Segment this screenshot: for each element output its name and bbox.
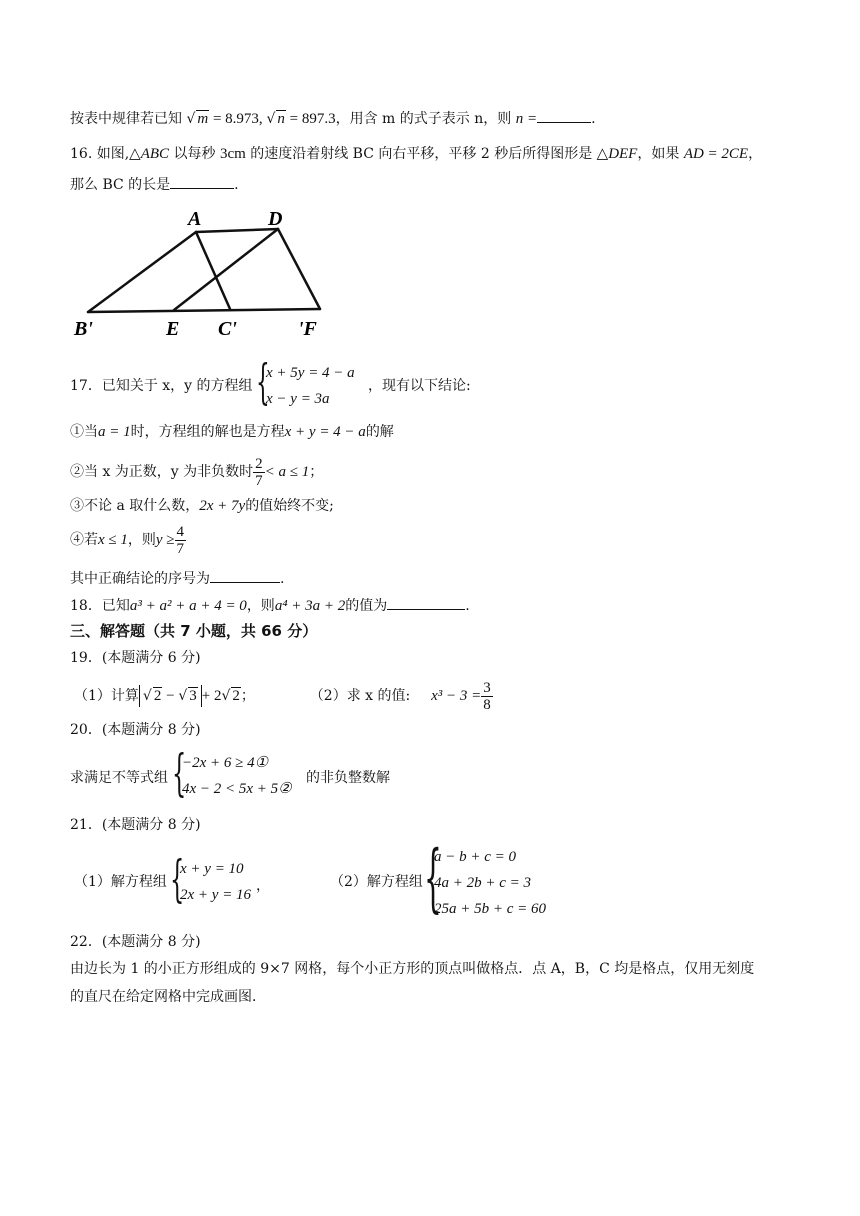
q18-suffix: 的值为 <box>345 598 388 614</box>
q16-text-b: 以每秒 <box>169 146 220 162</box>
q16-triangle-def: △DEF <box>596 146 638 162</box>
label-b: B' <box>74 318 93 340</box>
q17-conclusion-2 <box>70 452 323 492</box>
q17-conclusion-1 <box>70 422 394 442</box>
c3-text-a: ③不论 a 取什么数， <box>70 498 200 514</box>
q21-brace-2: { <box>424 835 442 921</box>
q17-system <box>256 354 376 412</box>
q19-semi: ； <box>240 688 255 704</box>
q18-expr-1: a³ + a² + a + 4 = 0 <box>129 598 247 614</box>
q16-condition: AD = 2CE <box>683 146 749 162</box>
q17-conclusion-4 <box>70 520 186 560</box>
q21-s1-equation-2: 2x + y = 16 <box>180 887 252 903</box>
q19-fraction: $\frac{3}{8}$ <box>483 679 491 713</box>
q17-suffix-text: ，现有以下结论: <box>368 378 471 394</box>
label-f: 'F <box>298 318 317 340</box>
label-c: C' <box>218 318 237 340</box>
q16-line1 <box>70 144 762 164</box>
q18-mid: ，则 <box>246 598 275 614</box>
q22-line2: 的直尺在给定网格中完成画图． <box>70 989 266 1005</box>
q15-sqrt-n: √ n <box>266 111 285 127</box>
c3-text-b: 的值始终不变; <box>245 498 334 514</box>
q18-answer-blank[interactable] <box>387 593 465 610</box>
q20-title: 20．(本题满分 8 分) <box>70 722 201 738</box>
q15-sqrt-m: √ m <box>186 111 209 127</box>
segment-ba <box>88 232 196 312</box>
translation-figure <box>70 205 340 345</box>
q21-system-2 <box>424 835 574 924</box>
q21-part-2-label: （2）解方程组 <box>330 874 423 890</box>
q15-end: . <box>591 111 596 127</box>
q15-line <box>70 106 596 129</box>
c4-fraction: $\frac{4}{7}$ <box>176 523 185 557</box>
segment-ad <box>196 229 278 232</box>
q17-end: . <box>280 571 285 587</box>
q21-part-1-label: （1）解方程组 <box>74 874 167 890</box>
q21-brace-1: { <box>170 850 185 908</box>
q15-m-value: = 8.973, <box>209 111 267 127</box>
q17-suffix <box>368 376 471 396</box>
c2-text-a: ②当 x 为正数，y 为非负数时 <box>70 464 254 480</box>
q19-absolute-value: √ 2 − √ 3 <box>139 685 202 707</box>
q17-brace: { <box>256 354 270 410</box>
q16-text-d: ，如果 <box>637 146 684 162</box>
q16-speed: 3cm <box>219 146 246 162</box>
q19-plus: + 2 <box>201 688 222 704</box>
c2-math: < a ≤ 1 <box>264 464 310 480</box>
q16-line2 <box>70 172 239 195</box>
q22-line1: 由边长为 1 的小正方形组成的 9×7 网格，每个小正方形的顶点叫做格点．点 A，B，C 均是格点，仅用无刻度 <box>70 961 755 977</box>
section-3-title: 三、解答题（共 7 小题，共 66 分） <box>70 622 318 640</box>
q17-equation-1: x + 5y = 4 − a <box>266 365 355 381</box>
q21-s1-equation-1: x + y = 10 <box>180 861 244 877</box>
q18-line <box>70 593 470 616</box>
segment-bf <box>88 309 320 312</box>
q20-inequality-1: −2x + 6 ≥ 4① <box>182 755 269 771</box>
c1-text-c: 的解 <box>365 424 394 440</box>
q19-parts: （1）计算 √ 2 − √ 3 + 2√ 2； （2）求 x 的值: x³ − 3 = $\frac{3}{8}$ <box>74 679 491 713</box>
q20-system <box>172 744 312 804</box>
c2-fraction: $\frac{2}{7}$ <box>255 455 263 489</box>
c1-math-b: x + y = 4 − a <box>284 424 366 440</box>
q16-answer-blank[interactable] <box>170 172 234 189</box>
q17-answer <box>70 566 284 589</box>
q19-part-1-label: （1）计算 <box>74 688 139 704</box>
label-e: E <box>166 318 180 340</box>
q17-answer-text: 其中正确结论的序号为 <box>70 571 210 587</box>
q17-conclusion-3 <box>70 496 334 516</box>
q15-n-value: = 897.3 <box>285 111 336 127</box>
c4-text-a: ④若 <box>70 532 98 548</box>
q21-s2-equation-1: a − b + c = 0 <box>434 849 517 865</box>
c4-math-b: y ≥ <box>155 532 175 548</box>
q21-s2-equation-3: 25a + 5b + c = 60 <box>434 901 547 917</box>
q17-equation-2: x − y = 3a <box>266 391 330 407</box>
q16-text-a: 16. 如图, <box>70 146 130 162</box>
segment-df <box>278 229 320 309</box>
q15-prefix: 按表中规律若已知 <box>70 111 182 127</box>
q15-answer-blank[interactable] <box>537 106 591 123</box>
c1-text-b: 时，方程组的解也是方程 <box>130 424 285 440</box>
c1-text-a: ①当 <box>70 424 98 440</box>
q16-text-c: 的速度沿着射线 BC 向右平移，平移 2 秒后所得图形是 <box>245 146 597 162</box>
label-a: A <box>188 208 202 230</box>
q16-triangle-abc: △ABC <box>129 146 170 162</box>
q22-title: 22．(本题满分 8 分) <box>70 934 201 950</box>
q16-end: . <box>234 177 239 193</box>
q21-comma: ， <box>256 878 270 894</box>
q17-line <box>70 376 253 396</box>
q20-brace: { <box>172 744 187 802</box>
c1-math-a: a = 1 <box>98 424 131 440</box>
label-d: D <box>268 208 283 230</box>
q16-question: 那么 BC 的长是 <box>70 177 171 193</box>
q19-sqrt-2: 2 <box>232 688 240 704</box>
q18-end: . <box>465 598 470 614</box>
q19-part-2-label: （2）求 x 的值: <box>309 688 411 704</box>
c4-math-a: x ≤ 1 <box>98 532 128 548</box>
q20-suffix: 的非负整数解 <box>306 770 390 786</box>
q18-expr-2: a⁴ + 3a + 2 <box>274 598 346 614</box>
q19-equation: x³ − 3 = <box>431 688 482 704</box>
q15-lhs: n = <box>515 111 538 127</box>
q20-inequality-2: 4x − 2 < 5x + 5② <box>182 781 292 797</box>
q21-s2-equation-2: 4a + 2b + c = 3 <box>434 875 532 891</box>
c2-text-c: ； <box>309 464 324 480</box>
q20-prefix: 求满足不等式组 <box>70 770 168 786</box>
q21-title: 21．(本题满分 8 分) <box>70 817 201 833</box>
c4-text-b: ，则 <box>127 532 156 548</box>
q17-answer-blank[interactable] <box>210 566 280 583</box>
q17-prefix: 17．已知关于 x，y 的方程组 <box>70 378 253 394</box>
q19-title: 19．(本题满分 6 分) <box>70 650 201 666</box>
q15-mid: ，用含 m 的式子表示 n，则 <box>335 111 512 127</box>
c3-math: 2x + 7y <box>199 498 246 514</box>
q16-text-e: ， <box>748 146 763 162</box>
q18-prefix: 18．已知 <box>70 598 130 614</box>
